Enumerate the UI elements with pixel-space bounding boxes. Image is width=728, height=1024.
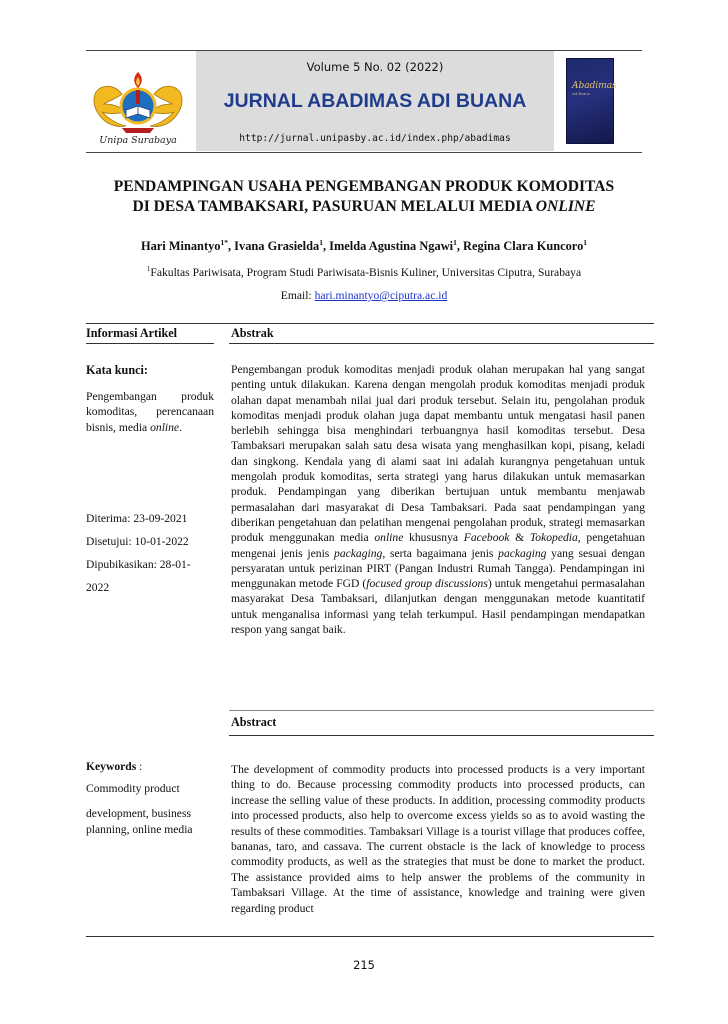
author-sup: 1 <box>583 238 588 247</box>
paper-title-line-2 <box>60 197 668 217</box>
abstrak-text: yang sesuai dengan persyaratan untuk perizinan PIRT (Pangan Industri Rumah Tangga). Pendampingan ini menggunakan metode FGD ( <box>231 546 645 591</box>
abstrak-text: khususnya <box>403 531 464 545</box>
author-sup: 1* <box>220 238 228 247</box>
paper-title-online: ONLINE <box>535 198 596 215</box>
author-list: Hari Minantyo$^{1*}$, Ivana Grasielda$^1$, Imelda Agustina Ngawi$^1$, Regina Clara Kuncoro$^1$ <box>140 238 588 254</box>
contact-email <box>40 289 688 302</box>
keywords-colon: : <box>136 760 143 773</box>
journal-volume: Volume 5 No. 02 (2022) <box>306 60 444 74</box>
keywords-line-1: Commodity product <box>86 782 180 795</box>
info-left-rule <box>86 343 214 344</box>
keywords-label <box>86 758 142 776</box>
author-sup: 1 <box>453 238 457 247</box>
kata-kunci-italic: online <box>150 420 180 434</box>
author-name: Ivana Grasielda <box>234 239 320 254</box>
info-top-rule <box>86 323 654 324</box>
abstract-top-rule <box>229 710 654 711</box>
journal-name: JURNAL ABADIMAS ADI BUANA <box>223 90 527 112</box>
affiliation-sup: 1 <box>146 265 151 273</box>
abstract-rule <box>229 735 654 736</box>
abstrak-text: ) untuk mengetahui permasalahan masyarakat Desa Tambaksari, dilanjutkan dengan menggunakan metode kuantitatif untuk menganalisa informasi yang telah terkumpul. Hasil pendampingan mendapatkan respon yang sangat baik. <box>231 577 645 637</box>
journal-cover-title: Abadimas <box>572 81 617 91</box>
abstrak-text: pengetahuan mengenai jenis jenis <box>231 531 645 560</box>
date-received: Diterima: 23-09-2021 <box>86 512 188 525</box>
abstract-body: The development of commodity products into processed products is a very important thing to do. Because processing commodity products into processed products, can increase the selling value of these products. In addition, processing commodity products into processed products, also help to overcome excess yields so as to avoid wasting the results of these commodities. Tambaksari Village is a tourist village that produces coffee, bananas, taro, and cassava. The current obstacle is the lack of knowledge to process commodity products, as well as the strategies that must be done to market the product. The assistance provided aims to help answer the problems of the community in Tambaksari Village. At the time of assistance, knowledge and training were given regarding product <box>231 763 645 915</box>
date-published: Dipubikasikan: 28-01- <box>86 558 191 571</box>
keywords-label-text: Keywords <box>86 760 137 773</box>
paper-title-line-2-text: DI DESA TAMBAKSARI, PASURUAN MELALUI MEDIA <box>132 198 532 215</box>
abstrak-italic: Tokopedia, <box>529 531 581 545</box>
abstrak-text: Pengembangan produk komoditas menjadi produk olahan merupakan hal yang sangat penting untuk dilakukan. Karena dengan mengolah produk komoditas menjadi produk olahan dapat menambah nilai jual dari produk tersebut. Selain itu, pengolahan produk komoditas menjadi produk olahan juga dapat membantu untuk mengatasi hasil panen berlebih sehingga bisa menghindari terbuangnya hasil komoditas tersebut. Desa Tambaksari merupakan salah satu desa wisata yang menghasilkan kopi, pisang, keladi dan singkong. Kendala yang di alami saat ini adalah kurangnya pengetahuan untuk mengolah produk komoditas, serta strategi yang harus dilakukan untuk memasarkan produk. Pendampingan yang diberikan bertujuan untuk membantu menjawab permasalahan dari masyarakat di Desa Tambaksari. Pada saat pendampingan yang diberikan pengetahuan dan pelatihan mengenai pengolahan produk, strategi memasarkan produk menggunakan media <box>231 363 645 545</box>
keywords-line-2: development, business planning, online media <box>86 807 193 836</box>
abstrak-text: & <box>509 531 530 545</box>
affiliation-text: Fakultas Pariwisata, Program Studi Pariwisata-Bisnis Kuliner, Universitas Ciputra, Surabaya <box>150 265 582 279</box>
date-published-year: 2022 <box>86 581 110 594</box>
author-sup: 1 <box>319 238 323 247</box>
paper-title-line-1: PENDAMPINGAN USAHA PENGEMBANGAN PRODUK KOMODITAS <box>113 178 615 195</box>
abstrak-italic: focused group discussions <box>366 577 488 591</box>
article-info-heading: Informasi Artikel <box>86 326 178 340</box>
logo-caption: Unipa Surabaya <box>99 135 177 146</box>
abstract-bottom-rule <box>86 936 654 937</box>
abstrak-text: , serta bagaimana jenis <box>382 546 499 560</box>
abstrak-italic: packaging <box>334 546 383 560</box>
abstrak-italic: packaging <box>498 546 547 560</box>
header-bottom-rule <box>86 152 642 153</box>
journal-cover-image <box>566 58 617 144</box>
abstrak-italic: online <box>374 531 404 545</box>
abstrak-body <box>231 362 645 637</box>
email-link[interactable]: hari.minantyo@ciputra.ac.id <box>314 289 448 302</box>
abstrak-italic: Facebook <box>463 531 510 545</box>
author-name: Regina Clara Kuncoro <box>463 239 584 254</box>
kata-kunci-words: Pengembangan produk komoditas, perencanaan bisnis, media <box>86 390 214 434</box>
affiliation <box>40 265 688 279</box>
kata-kunci-end: . <box>179 420 182 434</box>
abstrak-heading: Abstrak <box>231 326 274 340</box>
journal-cover-subtitle: Adi Buana <box>572 92 590 96</box>
date-accepted: Disetujui: 10-01-2022 <box>86 535 189 548</box>
kata-kunci-text <box>86 389 214 435</box>
abstrak-rule <box>229 343 654 344</box>
author-name: Imelda Agustina Ngawi <box>329 239 454 254</box>
page-number: 215 <box>353 958 375 972</box>
email-label: Email: <box>280 289 312 302</box>
paper-title <box>60 177 668 217</box>
author-name: Hari Minantyo <box>140 239 221 254</box>
kata-kunci-label: Kata kunci: <box>86 363 148 377</box>
journal-url[interactable]: http://jurnal.unipasby.ac.id/index.php/abadimas <box>239 133 511 144</box>
abstract-heading: Abstract <box>231 715 277 729</box>
